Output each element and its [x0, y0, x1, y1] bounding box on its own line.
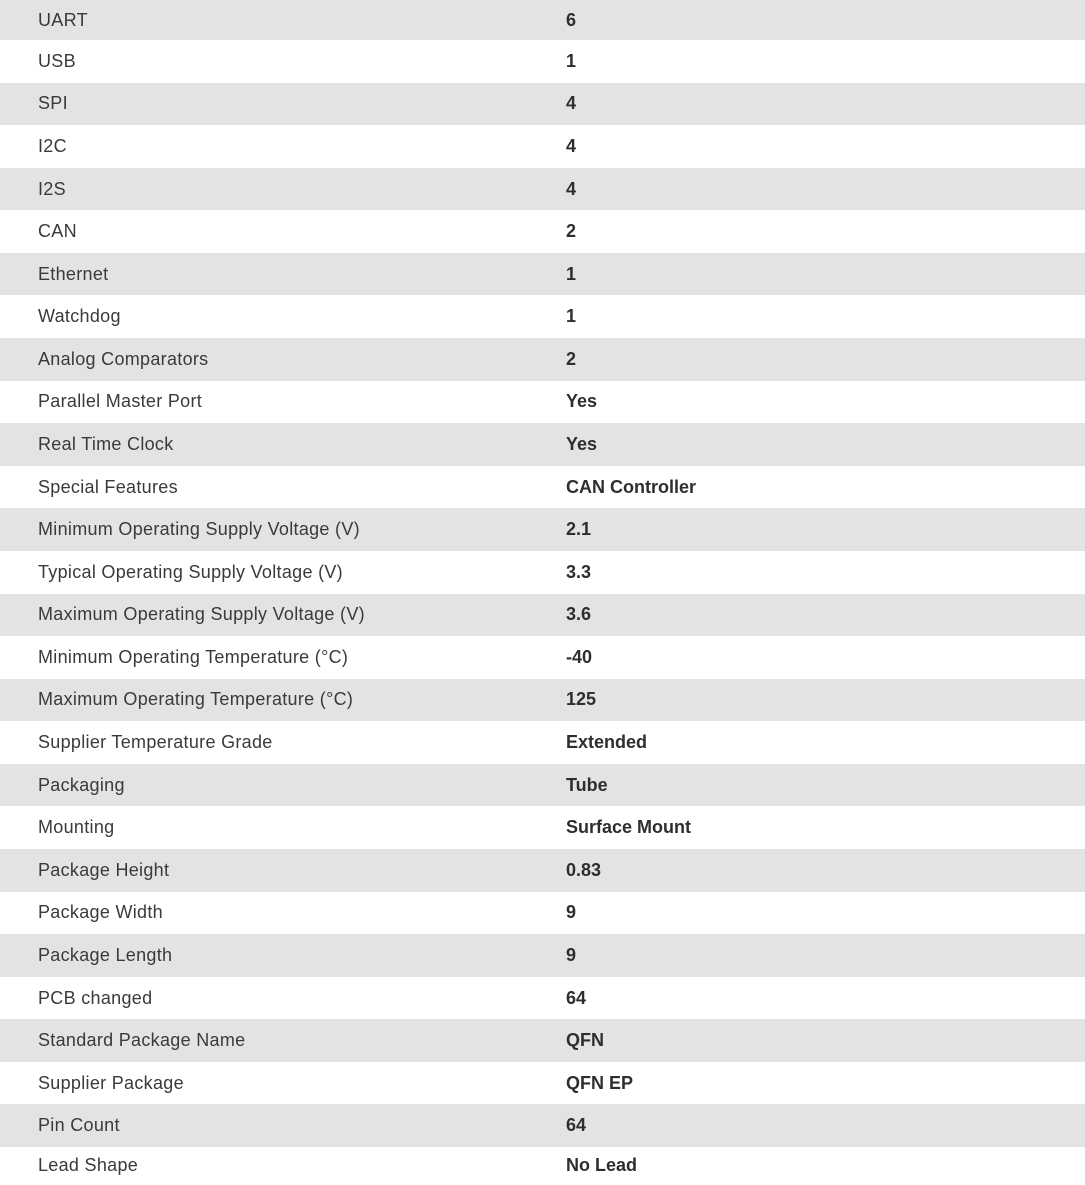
- spec-row-package-height: [0, 849, 1085, 892]
- spec-label: Maximum Operating Supply Voltage (V): [38, 604, 365, 625]
- spec-row-i2c: [0, 125, 1085, 168]
- spec-row-pin-count: [0, 1104, 1085, 1147]
- spec-row-typical-supply-voltage: [0, 551, 1085, 594]
- spec-value: 3.6: [566, 604, 592, 625]
- spec-row-analog-comparators: [0, 338, 1085, 381]
- spec-row-mounting: [0, 806, 1085, 849]
- spec-label: Package Height: [38, 859, 170, 880]
- spec-value: -40: [566, 646, 593, 667]
- spec-row-package-length: [0, 934, 1085, 977]
- spec-label: Package Width: [38, 902, 163, 923]
- spec-row-packaging: [0, 764, 1085, 807]
- spec-value: 1: [566, 263, 577, 284]
- spec-row-watchdog: [0, 295, 1085, 338]
- spec-value: CAN Controller: [566, 476, 696, 497]
- spec-row-min-operating-temperature: [0, 636, 1085, 679]
- spec-value: 9: [566, 944, 577, 965]
- spec-row-i2s: [0, 168, 1085, 211]
- spec-label: Minimum Operating Temperature (°C): [38, 646, 349, 667]
- spec-label: SPI: [38, 93, 68, 114]
- spec-row-parallel-master-port: [0, 381, 1085, 424]
- spec-value: 3.3: [566, 561, 592, 582]
- spec-row-package-width: [0, 892, 1085, 935]
- spec-row-max-supply-voltage: [0, 594, 1085, 637]
- spec-row-temperature-grade: [0, 721, 1085, 764]
- spec-label: I2S: [38, 178, 66, 199]
- spec-row-max-operating-temperature: [0, 679, 1085, 722]
- spec-label: Mounting: [38, 817, 115, 838]
- spec-value: 125: [566, 689, 597, 710]
- spec-row-ethernet: [0, 253, 1085, 296]
- spec-row-uart: [0, 0, 1085, 40]
- spec-label: CAN: [38, 221, 77, 242]
- spec-label: Package Length: [38, 944, 173, 965]
- spec-label: Maximum Operating Temperature (°C): [38, 689, 354, 710]
- spec-label: UART: [38, 9, 88, 30]
- spec-label: Supplier Temperature Grade: [38, 732, 273, 753]
- spec-row-special-features: [0, 466, 1085, 509]
- spec-value: 4: [566, 135, 577, 156]
- spec-row-lead-shape: [0, 1147, 1085, 1184]
- spec-row-real-time-clock: [0, 423, 1085, 466]
- spec-label: I2C: [38, 135, 67, 156]
- spec-value: Yes: [566, 433, 598, 454]
- spec-value: 64: [566, 987, 587, 1008]
- spec-label: Watchdog: [38, 306, 121, 327]
- spec-value: 64: [566, 1115, 587, 1136]
- spec-label: Minimum Operating Supply Voltage (V): [38, 519, 360, 540]
- spec-row-min-supply-voltage: [0, 508, 1085, 551]
- spec-row-can: [0, 210, 1085, 253]
- spec-value: 2: [566, 221, 577, 242]
- spec-label: Typical Operating Supply Voltage (V): [38, 561, 343, 582]
- spec-label: USB: [38, 50, 76, 71]
- spec-value: Surface Mount: [566, 817, 692, 838]
- spec-label: Analog Comparators: [38, 348, 209, 369]
- spec-value: 2.1: [566, 519, 592, 540]
- spec-label: Lead Shape: [38, 1155, 139, 1176]
- spec-row-spi: [0, 83, 1085, 126]
- spec-label: Standard Package Name: [38, 1030, 246, 1051]
- spec-row-supplier-package: [0, 1062, 1085, 1105]
- spec-value: Tube: [566, 774, 608, 795]
- spec-row-standard-package-name: [0, 1019, 1085, 1062]
- spec-value: 0.83: [566, 859, 602, 880]
- spec-value: 1: [566, 306, 577, 327]
- spec-value: No Lead: [566, 1155, 638, 1176]
- spec-label: Real Time Clock: [38, 433, 174, 454]
- spec-label: Supplier Package: [38, 1072, 184, 1093]
- spec-row-usb: [0, 40, 1085, 83]
- spec-label: Special Features: [38, 476, 178, 497]
- spec-value: QFN: [566, 1030, 604, 1051]
- spec-label: Pin Count: [38, 1115, 120, 1136]
- spec-row-pcb-changed: [0, 977, 1085, 1020]
- spec-value: 2: [566, 348, 577, 369]
- spec-value: 4: [566, 93, 577, 114]
- spec-value: 6: [566, 9, 577, 30]
- spec-value: Extended: [566, 732, 648, 753]
- spec-value: 1: [566, 50, 577, 71]
- spec-label: Ethernet: [38, 263, 109, 284]
- spec-label: PCB changed: [38, 987, 153, 1008]
- spec-label: Packaging: [38, 774, 125, 795]
- spec-value: 9: [566, 902, 577, 923]
- spec-label: Parallel Master Port: [38, 391, 203, 412]
- spec-value: Yes: [566, 391, 598, 412]
- spec-value: 4: [566, 178, 577, 199]
- spec-value: QFN EP: [566, 1072, 634, 1093]
